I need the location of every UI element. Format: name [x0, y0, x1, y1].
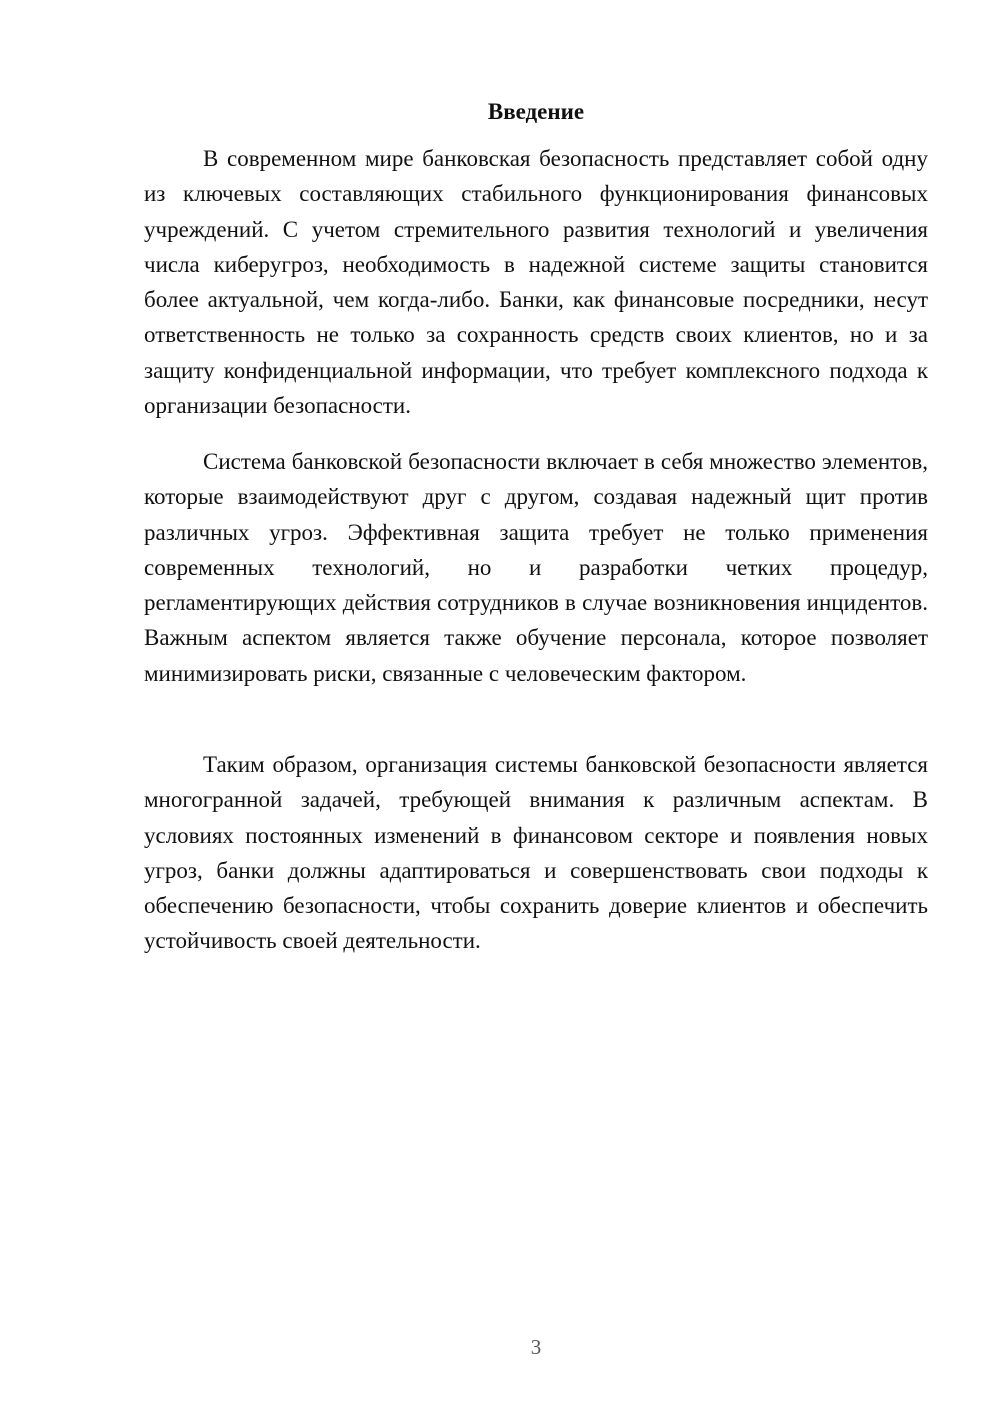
page-number: 3 [530, 1335, 542, 1359]
section-heading: Введение [487, 99, 585, 124]
paragraph-2: Система банковской безопасности включает в себя множество элементов, которые взаимодействуют друг с другом, создавая надежный щит против различных угроз. Эффективная защита требует не только применения современных технологий, но и разработки четких процедур, регламентирующих действия сотрудников в случае возникновения инцидентов. Важным аспектом является также обучение персонала, которое позволяет минимизировать риски, связанные с человеческим фактором. [144, 449, 928, 686]
paragraph-1-block [144, 141, 928, 423]
paragraph-2-block [144, 444, 928, 691]
paragraph-3: Таким образом, организация системы банковской безопасности является многогранной задачей, требующей внимания к различным аспектам. В условиях постоянных изменений в финансовом секторе и появления новых угроз, банки должны адаптироваться и совершенствовать свои подходы к обеспечению безопасности, чтобы сохранить доверие клиентов и обеспечить устойчивость своей деятельности. [144, 752, 928, 954]
paragraph-3-block [144, 747, 928, 959]
paragraph-1: В современном мире банковская безопасность представляет собой одну из ключевых составляющих стабильного функционирования финансовых учреждений. С учетом стремительного развития технологий и увеличения числа киберугроз, необходимость в надежной системе защиты становится более актуальной, чем когда-либо. Банки, как финансовые посредники, несут ответственность не только за сохранность средств своих клиентов, но и за защиту конфиденциальной информации, что требует комплексного подхода к организации безопасности. [144, 146, 928, 419]
